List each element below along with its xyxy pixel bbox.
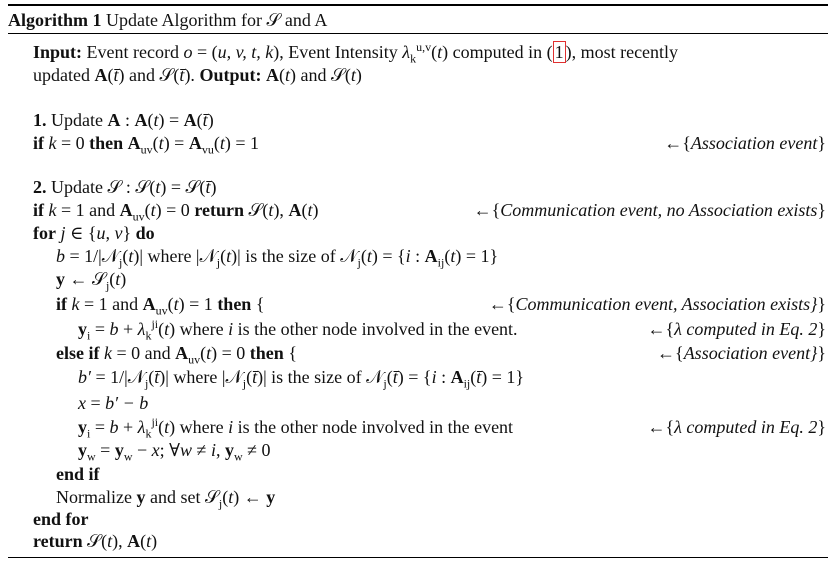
code-segment: ∈ { bbox=[65, 223, 97, 243]
line-code bbox=[33, 508, 89, 530]
code-segment: i bbox=[228, 319, 234, 339]
code-segment: else if bbox=[56, 343, 100, 363]
line-code bbox=[33, 530, 157, 552]
code-segment: k bbox=[48, 200, 57, 220]
code-segment: Output: bbox=[199, 65, 262, 85]
code-segment: A bbox=[134, 110, 148, 130]
code-segment: )| is the size of 𝒩 bbox=[231, 246, 358, 266]
code-segment: )| where |𝒩 bbox=[159, 367, 243, 387]
algorithm-line bbox=[0, 132, 826, 157]
code-segment: j bbox=[383, 376, 387, 391]
code-segment: ( bbox=[431, 42, 438, 62]
code-segment: = 1 and bbox=[56, 200, 120, 220]
code-segment: = bbox=[95, 440, 115, 460]
left-arrow-icon: ←{ bbox=[647, 417, 675, 437]
code-segment: end for bbox=[33, 509, 89, 529]
line-comment bbox=[489, 293, 826, 315]
code-segment: ) bbox=[120, 269, 127, 289]
comment-brace: } bbox=[817, 294, 826, 314]
code-segment: b bbox=[109, 319, 119, 339]
code-segment: y bbox=[78, 319, 87, 339]
code-segment: k bbox=[410, 51, 417, 66]
code-segment: ) = 0 bbox=[155, 200, 195, 220]
code-segment: return bbox=[194, 200, 244, 220]
code-segment: t̄ bbox=[179, 65, 185, 85]
code-segment: = 0 and bbox=[111, 343, 176, 363]
code-segment: ( bbox=[444, 246, 451, 266]
code-segment: t bbox=[173, 294, 179, 314]
code-segment: ( bbox=[140, 531, 147, 551]
algorithm-title: Update Algorithm for 𝒮 and A bbox=[106, 10, 328, 30]
code-segment: ( bbox=[196, 110, 203, 130]
code-segment: t bbox=[115, 269, 121, 289]
algorithm-line bbox=[0, 463, 826, 485]
code-segment: b′ − b bbox=[105, 393, 149, 413]
code-segment: ) = { bbox=[371, 246, 406, 266]
top-rule bbox=[8, 4, 828, 6]
algorithm-line bbox=[0, 366, 826, 391]
code-segment: then bbox=[89, 133, 124, 153]
code-segment: end if bbox=[56, 464, 100, 484]
code-segment: ( bbox=[107, 65, 114, 85]
code-segment: ) ← bbox=[233, 487, 267, 507]
code-segment: t bbox=[150, 200, 156, 220]
code-segment: return bbox=[33, 531, 83, 551]
bottom-rule bbox=[8, 557, 828, 558]
code-segment: ( bbox=[167, 294, 174, 314]
comment-brace: } bbox=[817, 343, 826, 363]
code-segment: ji bbox=[151, 415, 159, 429]
line-code bbox=[56, 486, 276, 511]
code-segment: ( bbox=[144, 200, 151, 220]
line-comment bbox=[474, 199, 826, 221]
code-segment: ← 𝒮 bbox=[65, 269, 106, 289]
code-segment: is the other node involved in the event. bbox=[233, 319, 518, 339]
code-segment: = 0 bbox=[56, 133, 90, 153]
algorithm-line bbox=[0, 530, 826, 552]
code-segment: if bbox=[33, 133, 44, 153]
code-segment: A bbox=[424, 246, 438, 266]
code-segment: k bbox=[103, 343, 112, 363]
algorithm-line bbox=[0, 342, 826, 367]
algorithm-line bbox=[0, 245, 826, 270]
code-segment: A bbox=[127, 133, 141, 153]
code-segment: t̄ bbox=[113, 65, 119, 85]
code-segment: ) bbox=[210, 177, 217, 197]
code-segment: b′ bbox=[78, 367, 91, 387]
code-segment: ( bbox=[301, 200, 308, 220]
code-segment: λ bbox=[137, 319, 146, 339]
code-segment: ). bbox=[184, 65, 200, 85]
line-code bbox=[33, 64, 362, 86]
code-segment: b bbox=[109, 417, 119, 437]
algorithm-caption bbox=[8, 9, 834, 31]
code-segment: j bbox=[105, 278, 110, 293]
line-code bbox=[33, 132, 260, 157]
code-segment: A bbox=[127, 531, 141, 551]
comment-brace: } bbox=[817, 200, 826, 220]
line-code bbox=[78, 392, 148, 414]
code-segment: y bbox=[266, 487, 276, 507]
line-code bbox=[33, 176, 216, 198]
code-segment: = ( bbox=[192, 42, 218, 62]
code-segment: u,v bbox=[416, 40, 432, 54]
code-segment: t bbox=[158, 133, 164, 153]
code-segment: y bbox=[224, 440, 234, 460]
code-segment: ) = 1} bbox=[481, 367, 525, 387]
code-segment: A bbox=[119, 200, 133, 220]
line-comment bbox=[647, 318, 826, 340]
code-segment: ( bbox=[278, 65, 285, 85]
code-segment: t bbox=[153, 110, 159, 130]
code-segment: ( bbox=[152, 133, 159, 153]
code-segment: ( bbox=[200, 343, 207, 363]
comment-text: λ computed in Eq. 2 bbox=[674, 417, 818, 437]
code-segment: ) where bbox=[169, 319, 229, 339]
code-segment: ) bbox=[151, 531, 158, 551]
algorithm-line bbox=[0, 392, 826, 414]
code-segment: ( bbox=[360, 246, 367, 266]
code-segment: ( bbox=[386, 367, 393, 387]
code-segment: A bbox=[142, 294, 156, 314]
algorithm-line bbox=[0, 176, 826, 198]
code-segment: Update 𝒮 : 𝒮( bbox=[46, 177, 156, 197]
code-segment: ( bbox=[220, 246, 227, 266]
code-segment: ) where bbox=[169, 417, 229, 437]
code-segment: o bbox=[183, 42, 193, 62]
code-segment: : bbox=[436, 367, 451, 387]
code-segment: t̄ bbox=[476, 367, 482, 387]
code-segment: ( bbox=[222, 487, 229, 507]
code-segment: ( bbox=[122, 246, 129, 266]
algorithm-label: Algorithm 1 bbox=[8, 10, 102, 30]
left-arrow-icon: ←{ bbox=[647, 319, 675, 339]
code-segment: t bbox=[450, 246, 456, 266]
code-segment: w bbox=[180, 440, 193, 460]
algorithm-line bbox=[0, 439, 826, 464]
code-segment: if bbox=[56, 294, 67, 314]
code-segment: y bbox=[78, 440, 87, 460]
code-segment: : bbox=[120, 110, 135, 130]
code-segment: A bbox=[265, 65, 279, 85]
code-segment: if bbox=[33, 200, 44, 220]
code-segment: t̄ bbox=[202, 110, 208, 130]
code-segment: A bbox=[183, 110, 197, 130]
code-segment: ) = { bbox=[397, 367, 432, 387]
comment-text: Communication event, Association exists} bbox=[515, 294, 818, 314]
code-segment: t̄ bbox=[252, 367, 258, 387]
comment-brace: } bbox=[817, 133, 826, 153]
line-code bbox=[78, 366, 525, 391]
code-segment: = 1 and bbox=[79, 294, 143, 314]
code-segment: t bbox=[107, 531, 113, 551]
code-segment: λ bbox=[137, 417, 146, 437]
code-segment: 2. bbox=[33, 177, 47, 197]
code-segment: j bbox=[144, 376, 149, 391]
code-segment: i bbox=[228, 417, 234, 437]
code-segment: ), most recently bbox=[565, 42, 679, 62]
code-segment: then bbox=[249, 343, 284, 363]
code-segment: uv bbox=[140, 142, 153, 157]
code-segment: + bbox=[118, 319, 138, 339]
code-segment: ) = 1 bbox=[178, 294, 218, 314]
algorithm-line bbox=[0, 268, 826, 293]
line-comment bbox=[647, 416, 826, 438]
line-code bbox=[78, 439, 271, 464]
algorithm-line bbox=[0, 486, 826, 511]
code-segment: k bbox=[145, 426, 152, 441]
code-segment: ) = bbox=[158, 110, 184, 130]
code-segment: i bbox=[87, 426, 91, 441]
comment-text: Association event} bbox=[683, 343, 818, 363]
code-segment: Normalize bbox=[56, 487, 137, 507]
code-segment: t bbox=[268, 200, 274, 220]
code-segment: = bbox=[86, 393, 106, 413]
code-segment: t bbox=[366, 246, 372, 266]
code-segment: b bbox=[56, 246, 65, 266]
code-segment: ; ∀ bbox=[159, 440, 181, 460]
code-segment: w bbox=[123, 449, 133, 464]
code-segment: t bbox=[226, 246, 232, 266]
code-segment: u, v, t, k bbox=[217, 42, 274, 62]
line-code bbox=[56, 342, 297, 367]
code-segment: A bbox=[94, 65, 108, 85]
code-segment: ) and 𝒮( bbox=[289, 65, 351, 85]
code-segment: Input: bbox=[33, 42, 83, 62]
code-segment: t bbox=[164, 417, 170, 437]
code-segment: A bbox=[288, 200, 302, 220]
code-segment: ji bbox=[151, 317, 159, 331]
code-segment: t bbox=[164, 319, 170, 339]
code-segment: = 1/|𝒩 bbox=[90, 367, 145, 387]
code-segment: and set 𝒮 bbox=[145, 487, 219, 507]
code-segment: for bbox=[33, 223, 56, 243]
code-segment: 1. bbox=[33, 110, 47, 130]
code-segment: A bbox=[175, 343, 189, 363]
code-segment: uv bbox=[155, 303, 168, 318]
comment-brace: } bbox=[817, 417, 826, 437]
code-segment: t bbox=[350, 65, 356, 85]
code-segment: A bbox=[450, 367, 464, 387]
code-segment: A bbox=[188, 133, 202, 153]
code-segment: t bbox=[228, 487, 234, 507]
code-segment: ) = 1} bbox=[455, 246, 499, 266]
code-segment: { bbox=[251, 294, 265, 314]
code-segment: t bbox=[437, 42, 443, 62]
code-segment: w bbox=[87, 449, 96, 464]
code-segment: y bbox=[78, 417, 87, 437]
algorithm-line bbox=[0, 293, 826, 318]
code-segment: − bbox=[132, 440, 152, 460]
code-segment: do bbox=[135, 223, 155, 243]
line-code bbox=[33, 199, 319, 224]
code-segment: u, v bbox=[96, 223, 123, 243]
code-segment: k bbox=[71, 294, 80, 314]
code-segment: k bbox=[145, 328, 152, 343]
code-segment: t bbox=[206, 343, 212, 363]
code-segment: = 1/|𝒩 bbox=[65, 246, 119, 266]
line-comment bbox=[664, 132, 826, 154]
code-segment: y bbox=[136, 487, 146, 507]
code-segment: y bbox=[114, 440, 124, 460]
code-segment: ) = 0 bbox=[211, 343, 250, 363]
code-segment: j bbox=[218, 496, 223, 511]
line-code bbox=[33, 40, 679, 66]
code-segment: 𝒮( bbox=[243, 200, 269, 220]
code-segment: ( bbox=[109, 269, 116, 289]
left-arrow-icon: ←{ bbox=[488, 294, 516, 314]
code-segment: A bbox=[107, 110, 121, 130]
code-segment: t bbox=[155, 177, 161, 197]
line-code bbox=[56, 245, 499, 270]
code-segment: uv bbox=[188, 352, 201, 367]
line-comment bbox=[657, 342, 826, 364]
code-segment: ) bbox=[355, 65, 362, 85]
code-segment: ) = 𝒮( bbox=[160, 177, 206, 197]
code-segment: j bbox=[119, 255, 123, 270]
code-segment: ( bbox=[470, 367, 477, 387]
code-segment: } bbox=[122, 223, 136, 243]
comment-text: Communication event, no Association exists bbox=[500, 200, 818, 220]
code-segment: t bbox=[128, 246, 134, 266]
left-arrow-icon: ←{ bbox=[657, 343, 684, 363]
code-segment: )| is the size of 𝒩 bbox=[257, 367, 384, 387]
comment-text: Association event bbox=[690, 133, 818, 153]
code-segment: Event record bbox=[82, 42, 184, 62]
code-segment: ) computed in ( bbox=[442, 42, 553, 62]
code-segment: j bbox=[242, 376, 247, 391]
code-segment: y bbox=[56, 269, 65, 289]
line-code bbox=[33, 109, 214, 131]
equation-reference-link[interactable]: 1 bbox=[554, 42, 564, 62]
code-segment: vu bbox=[201, 142, 214, 157]
code-segment: = bbox=[90, 417, 110, 437]
code-segment: t bbox=[284, 65, 290, 85]
code-segment: ) and 𝒮( bbox=[118, 65, 180, 85]
code-segment: = bbox=[90, 319, 110, 339]
caption-rule bbox=[8, 33, 828, 34]
code-segment: ( bbox=[158, 319, 165, 339]
code-segment: t̄ bbox=[205, 177, 211, 197]
code-segment: { bbox=[283, 343, 297, 363]
line-code bbox=[78, 317, 518, 343]
code-segment: x bbox=[78, 393, 86, 413]
code-segment: ), Event Intensity bbox=[273, 42, 403, 62]
code-segment: ( bbox=[147, 110, 154, 130]
algorithm-line bbox=[0, 317, 826, 343]
code-segment: )| where |𝒩 bbox=[133, 246, 217, 266]
algorithm-line bbox=[0, 199, 826, 224]
code-segment: j bbox=[216, 255, 221, 270]
code-segment: ), bbox=[273, 200, 289, 220]
algorithm-line bbox=[0, 64, 826, 86]
code-segment: ij bbox=[437, 255, 445, 270]
code-segment: + bbox=[118, 417, 138, 437]
code-segment: Update bbox=[46, 110, 108, 130]
code-segment: t bbox=[307, 200, 313, 220]
comment-text: λ computed in Eq. 2 bbox=[674, 319, 818, 339]
algorithm-line bbox=[0, 109, 826, 131]
code-segment: ) = bbox=[163, 133, 189, 153]
code-segment: ) bbox=[312, 200, 319, 220]
code-segment: t̄ bbox=[154, 367, 160, 387]
code-segment: updated bbox=[33, 65, 95, 85]
code-segment: ( bbox=[246, 367, 253, 387]
algorithm-line bbox=[0, 508, 826, 530]
line-code bbox=[56, 293, 265, 318]
algorithm-line bbox=[0, 222, 826, 244]
left-arrow-icon: ←{ bbox=[473, 200, 501, 220]
code-segment: k bbox=[48, 133, 57, 153]
line-code bbox=[78, 415, 514, 441]
code-segment: 𝒮( bbox=[82, 531, 108, 551]
code-segment: ( bbox=[148, 367, 155, 387]
code-segment: ij bbox=[463, 376, 471, 391]
code-segment: x bbox=[151, 440, 160, 460]
code-segment: is the other node involved in the event bbox=[233, 417, 514, 437]
comment-brace: } bbox=[817, 319, 826, 339]
code-segment: t̄ bbox=[392, 367, 398, 387]
code-segment: i bbox=[87, 328, 91, 343]
code-segment: t bbox=[219, 133, 225, 153]
code-segment: t bbox=[146, 531, 152, 551]
code-segment: ≠ 0 bbox=[242, 440, 271, 460]
code-segment: i bbox=[210, 440, 216, 460]
code-segment: ) = 1 bbox=[224, 133, 260, 153]
code-segment: , bbox=[215, 440, 225, 460]
code-segment: ), bbox=[112, 531, 128, 551]
code-segment: ( bbox=[213, 133, 220, 153]
code-segment: w bbox=[233, 449, 243, 464]
code-segment: ) bbox=[207, 110, 214, 130]
line-code bbox=[33, 222, 155, 244]
code-segment: uv bbox=[132, 209, 145, 224]
code-segment: λ bbox=[402, 42, 411, 62]
code-segment: i bbox=[431, 367, 437, 387]
code-segment: j bbox=[60, 223, 66, 243]
left-arrow-icon: ←{ bbox=[664, 133, 691, 153]
line-code bbox=[56, 268, 127, 293]
line-code bbox=[56, 463, 100, 485]
code-segment: ( bbox=[158, 417, 165, 437]
code-segment: ≠ bbox=[192, 440, 211, 460]
code-segment: j bbox=[357, 255, 361, 270]
algorithm-line bbox=[0, 415, 826, 441]
code-segment: i bbox=[405, 246, 411, 266]
code-segment: then bbox=[217, 294, 252, 314]
algorithm-line bbox=[0, 40, 826, 66]
code-segment: : bbox=[410, 246, 425, 266]
